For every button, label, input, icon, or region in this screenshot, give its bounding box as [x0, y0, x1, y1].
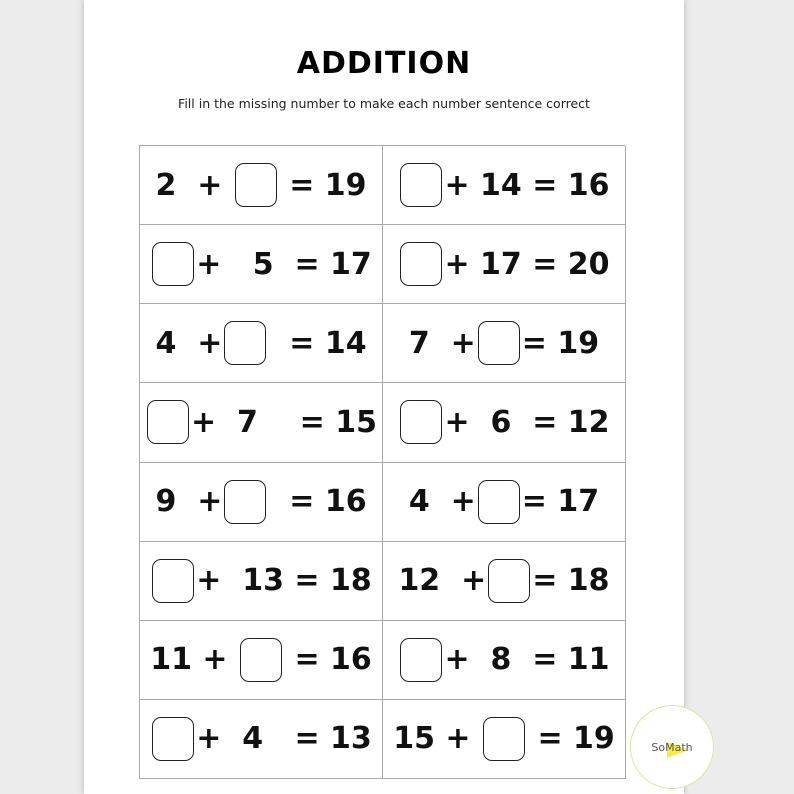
worksheet-title: ADDITION	[296, 46, 472, 81]
answer-box[interactable]	[152, 559, 194, 603]
answer-box[interactable]	[224, 480, 266, 524]
answer-box[interactable]	[483, 717, 525, 761]
answer-box[interactable]	[488, 559, 530, 603]
answer-box[interactable]	[152, 242, 194, 286]
equation-text: + 6 = 12	[444, 404, 610, 440]
somath-logo	[630, 705, 714, 789]
problem-cell	[140, 463, 383, 542]
answer-box[interactable]	[400, 242, 442, 286]
problem-cell	[383, 621, 626, 700]
equation-text: + 8 = 11	[444, 642, 610, 678]
answer-box[interactable]	[478, 480, 520, 524]
equation-text: = 18	[532, 563, 610, 599]
answer-box[interactable]	[400, 638, 442, 682]
equation-text: = 16	[284, 642, 372, 678]
problem-cell	[140, 700, 383, 779]
equation-text: 4 +	[408, 484, 476, 520]
equation-text: = 19	[521, 325, 600, 361]
problem-cell	[383, 383, 626, 462]
problem-cell	[140, 304, 383, 383]
answer-box[interactable]	[478, 321, 520, 365]
equation-text: 9 +	[155, 484, 223, 520]
equation-text: 11 +	[150, 642, 238, 678]
worksheet-instructions: Fill in the missing number to make each number sentence correct	[178, 96, 590, 111]
equation-text: = 14	[268, 325, 367, 361]
problem-cell	[383, 463, 626, 542]
equation-text: + 13 = 18	[196, 563, 372, 599]
problem-cell	[383, 225, 626, 304]
problem-cell	[140, 383, 383, 462]
problem-cell	[140, 146, 383, 225]
problem-cell	[383, 304, 626, 383]
equation-text: = 16	[268, 484, 367, 520]
equation-text: + 4 = 13	[196, 721, 372, 757]
answer-box[interactable]	[152, 717, 194, 761]
worksheet-page	[84, 0, 684, 794]
answer-box[interactable]	[147, 400, 189, 444]
answer-box[interactable]	[400, 163, 442, 207]
equation-text: = 17	[521, 484, 600, 520]
answer-box[interactable]	[224, 321, 266, 365]
equation-text: = 19	[527, 721, 615, 757]
problem-cell	[383, 542, 626, 621]
problem-cell	[140, 225, 383, 304]
equation-text: + 14 = 16	[444, 167, 610, 203]
logo-text: SoMath	[651, 740, 693, 754]
equation-text: + 5 = 17	[196, 246, 372, 282]
answer-box[interactable]	[400, 400, 442, 444]
equation-text: 15 +	[393, 721, 481, 757]
equation-text: = 19	[278, 167, 367, 203]
equation-text: 2 +	[155, 167, 233, 203]
answer-box[interactable]	[235, 163, 277, 207]
answer-box[interactable]	[240, 638, 282, 682]
problem-grid	[139, 145, 625, 779]
equation-text: 7 +	[408, 325, 476, 361]
equation-text: 4 +	[155, 325, 223, 361]
problem-cell	[140, 542, 383, 621]
equation-text: + 7 = 15	[190, 404, 377, 440]
equation-text: + 17 = 20	[444, 246, 610, 282]
problem-cell	[383, 146, 626, 225]
equation-text: 12 +	[398, 563, 487, 599]
problem-cell	[140, 621, 383, 700]
problem-cell	[383, 700, 626, 779]
